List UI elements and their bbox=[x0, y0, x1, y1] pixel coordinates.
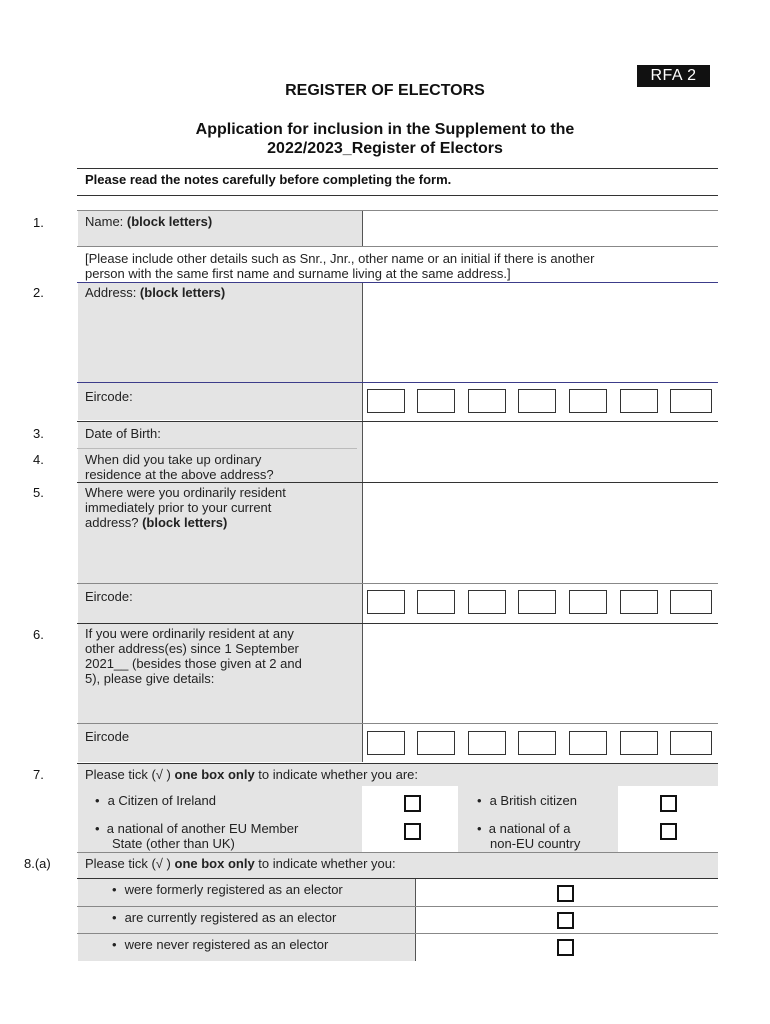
eircode-box[interactable] bbox=[518, 731, 556, 755]
eircode-box[interactable] bbox=[569, 389, 607, 413]
eircode-box[interactable] bbox=[620, 389, 658, 413]
eircode-box[interactable] bbox=[620, 590, 658, 614]
form-code-badge: RFA 2 bbox=[637, 65, 710, 87]
q5-number: 5. bbox=[33, 485, 44, 500]
q8a-number: 8.(a) bbox=[24, 856, 51, 871]
q1-note: [Please include other details such as Snr., Jnr., other name or an initial if there is another person with the same first name and surname living at the same address.] bbox=[85, 251, 595, 281]
q2-label: Address: (block letters) bbox=[85, 285, 226, 300]
instructions-note: Please read the notes carefully before completing the form. bbox=[85, 172, 452, 187]
checkbox-formerly-registered[interactable] bbox=[557, 885, 574, 902]
other-addresses-field[interactable] bbox=[363, 624, 718, 723]
checkbox-currently-registered[interactable] bbox=[557, 912, 574, 929]
option-non-eu-national: • a national of a non-EU country bbox=[477, 821, 581, 851]
residence-date-field[interactable] bbox=[363, 449, 718, 482]
form-subtitle: Application for inclusion in the Supplement to the 2022/2023_Register of Electors bbox=[195, 121, 575, 157]
eircode-box[interactable] bbox=[468, 590, 506, 614]
q4-label: When did you take up ordinary residence at the above address? bbox=[85, 452, 274, 482]
eircode-box[interactable] bbox=[367, 389, 405, 413]
eircode-box[interactable] bbox=[620, 731, 658, 755]
eircode-box[interactable] bbox=[569, 590, 607, 614]
q1-label: Name: (block letters) bbox=[85, 214, 213, 229]
date-of-birth-field[interactable] bbox=[363, 422, 718, 448]
form-title: REGISTER OF ELECTORS bbox=[285, 82, 485, 99]
address-field[interactable] bbox=[363, 283, 718, 382]
eircode-box[interactable] bbox=[518, 389, 556, 413]
option-citizen-ireland: • a Citizen of Ireland bbox=[95, 793, 216, 808]
q3-label: Date of Birth: bbox=[85, 426, 161, 441]
option-british-citizen: • a British citizen bbox=[477, 793, 577, 808]
previous-address-field[interactable] bbox=[363, 483, 718, 583]
q1-number: 1. bbox=[33, 215, 44, 230]
q2-eircode-label: Eircode: bbox=[85, 389, 133, 404]
q8a-prompt: Please tick (√ ) one box only to indicate whether you: bbox=[85, 856, 396, 871]
checkbox-eu-national[interactable] bbox=[404, 823, 421, 840]
q5-label: Where were you ordinarily resident immediately prior to your current address? (block letters) bbox=[85, 485, 286, 530]
eircode-box[interactable] bbox=[518, 590, 556, 614]
q6-label: If you were ordinarily resident at any other address(es) since 1 September 2021__ (besides those given at 2 and 5), please give details: bbox=[85, 626, 302, 686]
eircode-box[interactable] bbox=[367, 731, 405, 755]
eircode-box[interactable] bbox=[417, 389, 455, 413]
q4-number: 4. bbox=[33, 452, 44, 467]
q2-number: 2. bbox=[33, 285, 44, 300]
eircode-box[interactable] bbox=[569, 731, 607, 755]
checkbox-non-eu-national[interactable] bbox=[660, 823, 677, 840]
checkbox-never-registered[interactable] bbox=[557, 939, 574, 956]
eircode-box[interactable] bbox=[670, 731, 712, 755]
eircode-box[interactable] bbox=[670, 590, 712, 614]
option-never-registered: • were never registered as an elector bbox=[112, 937, 328, 952]
eircode-box[interactable] bbox=[417, 731, 455, 755]
option-eu-national: • a national of another EU Member State (other than UK) bbox=[95, 821, 299, 851]
option-currently-registered: • are currently registered as an elector bbox=[112, 910, 336, 925]
checkbox-citizen-ireland[interactable] bbox=[404, 795, 421, 812]
q3-number: 3. bbox=[33, 426, 44, 441]
q5-eircode-label: Eircode: bbox=[85, 589, 133, 604]
eircode-box[interactable] bbox=[468, 389, 506, 413]
checkbox-british-citizen[interactable] bbox=[660, 795, 677, 812]
q6-eircode-label: Eircode bbox=[85, 729, 130, 744]
q7-number: 7. bbox=[33, 767, 44, 782]
name-field[interactable] bbox=[363, 211, 718, 246]
eircode-box[interactable] bbox=[367, 590, 405, 614]
eircode-box[interactable] bbox=[670, 389, 712, 413]
option-formerly-registered: • were formerly registered as an elector bbox=[112, 882, 343, 897]
eircode-box[interactable] bbox=[417, 590, 455, 614]
q6-number: 6. bbox=[33, 627, 44, 642]
q7-prompt: Please tick (√ ) one box only to indicate whether you are: bbox=[85, 767, 418, 782]
eircode-box[interactable] bbox=[468, 731, 506, 755]
